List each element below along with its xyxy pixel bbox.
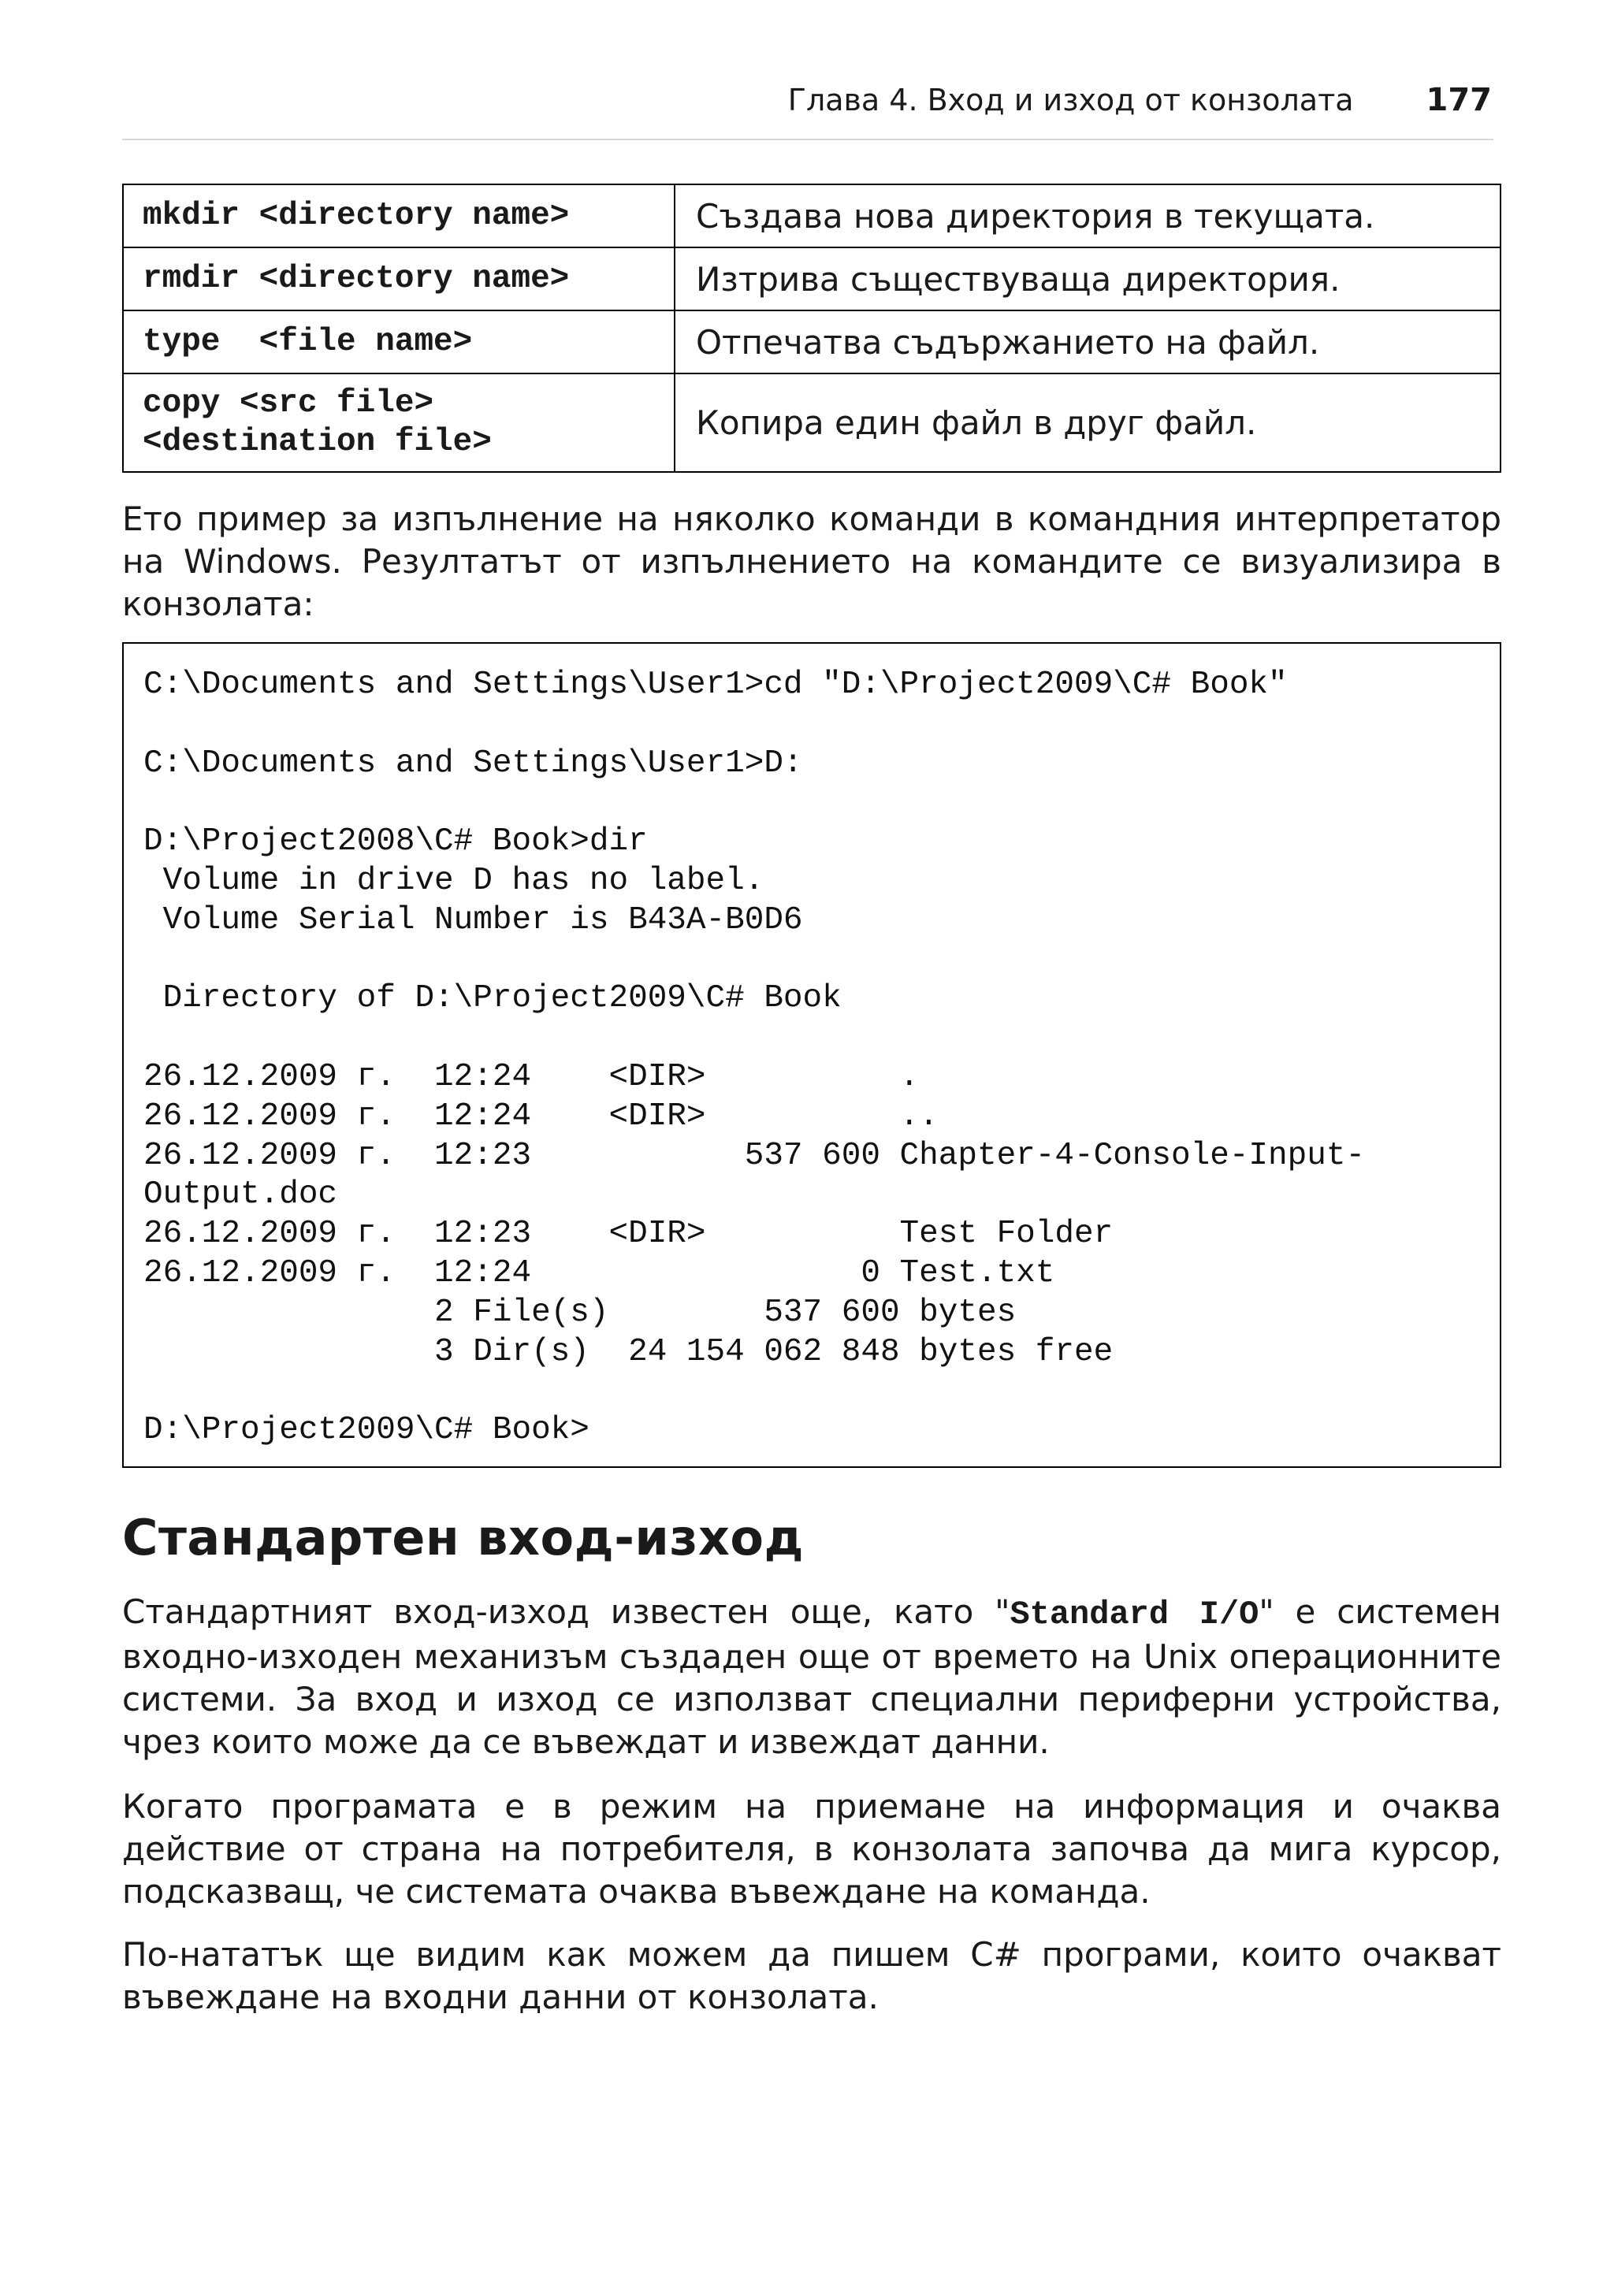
table-row xyxy=(123,184,1501,247)
paragraph-text: " е системен входно-изходен механизъм създаден още от времето на Unix операционните системи. За вход и изход се използват специални периферни устройства, чрез които може да се въвеждат и извеждат данни. xyxy=(122,1592,1502,1761)
command-cell: copy <src file> <destination file> xyxy=(123,373,675,472)
chapter-title: Глава 4. Вход и изход от конзолата xyxy=(787,83,1354,117)
table-row xyxy=(123,247,1501,310)
description-cell: Създава нова директория в текущата. xyxy=(675,184,1501,247)
page-number: 177 xyxy=(1426,82,1492,118)
table-row xyxy=(123,310,1501,373)
paragraph-text: Стандартният вход-изход известен още, като " xyxy=(122,1592,1010,1631)
standard-io-paragraph xyxy=(122,1591,1501,1763)
next-steps-paragraph: По-нататък ще видим как можем да пишем C# програми, които очакват въвеждане на входни данни от конзолата. xyxy=(122,1935,1501,2016)
intro-paragraph: Ето пример за изпълнение на няколко команди в командния интерпретатор на Windows. Резултатът от изпълнението на командите се визуализира в конзолата: xyxy=(122,500,1501,623)
cursor-paragraph: Когато програмата е в режим на приемане на информация и очаква действие от страна на потребителя, в конзолата започва да мига курсор, подсказващ, че системата очаква въвеждане на команда. xyxy=(122,1787,1501,1911)
inline-code: Standard I/O xyxy=(1010,1596,1259,1633)
command-cell: mkdir <directory name> xyxy=(123,184,675,247)
command-cell: type <file name> xyxy=(123,310,675,373)
section-heading: Стандартен вход-изход xyxy=(122,1509,805,1566)
description-cell: Изтрива съществуваща директория. xyxy=(675,247,1501,310)
description-cell: Отпечатва съдържанието на файл. xyxy=(675,310,1501,373)
command-cell: rmdir <directory name> xyxy=(123,247,675,310)
console-output-box xyxy=(122,642,1501,1468)
header-divider xyxy=(122,139,1493,140)
running-header xyxy=(122,82,1501,118)
commands-table xyxy=(122,184,1501,473)
description-cell: Копира един файл в друг файл. xyxy=(675,373,1501,472)
console-output-text: C:\Documents and Settings\User1>cd "D:\Project2009\C# Book" C:\Documents and Settings\User1>D: D:\Project2008\C# Book>dir Volume in drive D has no label. Volume Serial Number is B43A-B0D6 Directory of D:\Project2009\C# Book 26.12.2009 г. 12:24 <DIR> . 26.12.2009 г. 12:24 <DIR> .. 26.12.2009 г. 12:23 537 600 Chapter-4-Console-Input- Output.doc 26.12.2009 г. 12:23 <DIR> Test Folder 26.12.2009 г. 12:24 0 Test.txt 2 File(s) 537 600 bytes 3 Dir(s) 24 154 062 848 bytes free D:\Project2009\C# Book> xyxy=(143,667,1366,1449)
table-row xyxy=(123,373,1501,472)
